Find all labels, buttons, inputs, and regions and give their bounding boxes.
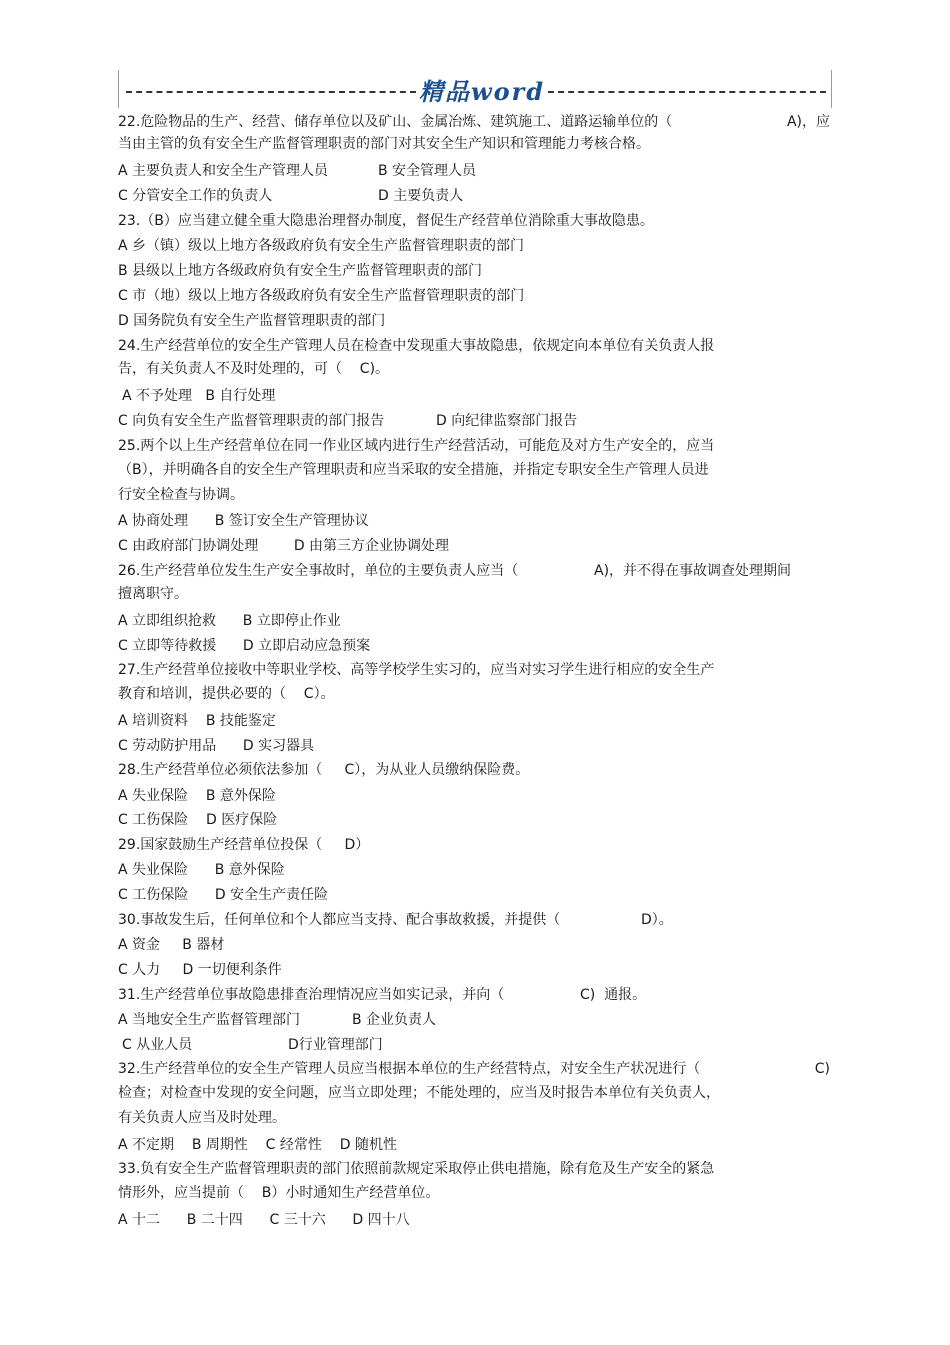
text-line: A 不定期 B 周期性 C 经常性 D 随机性 — [118, 1137, 397, 1153]
text-line: A)，并不得在事故调查处理期间 — [594, 563, 792, 579]
text-line: A 十二 B 二十四 C 三十六 D 四十八 — [118, 1212, 410, 1228]
text-line: C 向负有安全生产监督管理职责的部门报告 — [118, 413, 385, 429]
header-right-rule — [831, 70, 832, 108]
text-line: B 县级以上地方各级政府负有安全生产监督管理职责的部门 — [118, 263, 483, 279]
text-line: A 不予处理 B 自行处理 — [122, 388, 276, 404]
text-line: C 从业人员 — [122, 1037, 193, 1053]
header-title: 精品word — [418, 77, 546, 106]
text-line: 28.生产经营单位必须依法参加（ C），为从业人员缴纳保险费。 — [118, 762, 530, 778]
text-line: B 安全管理人员 — [378, 163, 477, 179]
text-line: C 立即等待救援 D 立即启动应急预案 — [118, 638, 371, 654]
text-line: C 分管安全工作的负责人 — [118, 188, 273, 204]
text-line: A 资金 B 器材 — [118, 937, 225, 953]
text-line: 32.生产经营单位的安全生产管理人员应当根据本单位的生产经营特点，对安全生产状况进行（ — [118, 1061, 701, 1077]
text-line: 25.两个以上生产经营单位在同一作业区域内进行生产经营活动，可能危及对方生产安全的，应当 — [118, 438, 715, 454]
header-dash-right — [548, 91, 826, 93]
text-line: 29.国家鼓励生产经营单位投保（ D） — [118, 837, 370, 853]
text-line: C 劳动防护用品 D 实习器具 — [118, 738, 315, 754]
text-line: A 主要负责人和安全生产管理人员 — [118, 163, 329, 179]
text-line: 情形外，应当提前（ B）小时通知生产经营单位。 — [118, 1185, 440, 1201]
text-line: D 国务院负有安全生产监督管理职责的部门 — [118, 313, 386, 329]
text-line: D 向纪律监察部门报告 — [436, 413, 578, 429]
text-line: C 由政府部门协调处理 D 由第三方企业协调处理 — [118, 538, 450, 554]
text-line: 33.负有安全生产监督管理职责的部门依照前款规定采取停止供电措施，除有危及生产安全的紧急 — [118, 1161, 715, 1177]
text-line: 有关负责人应当及时处理。 — [118, 1110, 286, 1126]
text-line: 擅离职守。 — [118, 586, 188, 602]
text-line: 24.生产经营单位的安全生产管理人员在检查中发现重大事故隐患，依规定向本单位有关负责人报 — [118, 338, 715, 354]
text-line: A 失业保险 B 意外保险 — [118, 788, 276, 804]
text-line: 教育和培训，提供必要的（ C）。 — [118, 686, 335, 702]
text-line: A 当地安全生产监督管理部门 — [118, 1012, 301, 1028]
text-line: 30.事故发生后，任何单位和个人都应当支持、配合事故救援，并提供（ — [118, 912, 561, 928]
text-line: D行业管理部门 — [288, 1037, 383, 1053]
answer-fragment: A)，应 — [786, 114, 830, 130]
text-line: 当由主管的负有安全生产监督管理职责的部门对其安全生产知识和管理能力考核合格。 — [118, 136, 650, 152]
header-dash-left — [126, 91, 416, 93]
text-line: C) 通报。 — [580, 987, 647, 1003]
text-line: B 企业负责人 — [352, 1012, 437, 1028]
text-line: D）。 — [641, 912, 673, 928]
text-line: C 工伤保险 D 安全生产责任险 — [118, 887, 329, 903]
text-line: 行安全检查与协调。 — [118, 487, 244, 503]
text-line: C 市（地）级以上地方各级政府负有安全生产监督管理职责的部门 — [118, 288, 525, 304]
text-line: 31.生产经营单位事故隐患排查治理情况应当如实记录，并向（ — [118, 987, 505, 1003]
text-line: A 立即组织抢救 B 立即停止作业 — [118, 613, 341, 629]
text-line: 22.危险物品的生产、经营、储存单位以及矿山、金属冶炼、建筑施工、道路运输单位的（ — [118, 114, 673, 130]
text-line: 告，有关负责人不及时处理的，可（ C)。 — [118, 361, 390, 377]
text-line: C 人力 D 一切便利条件 — [118, 962, 282, 978]
text-line: A 失业保险 B 意外保险 — [118, 862, 285, 878]
text-line: 26.生产经营单位发生生产安全事故时，单位的主要负责人应当（ — [118, 563, 519, 579]
text-line: C 工伤保险 D 医疗保险 — [118, 812, 278, 828]
text-line: A 协商处理 B 签订安全生产管理协议 — [118, 513, 369, 529]
text-line: A 培训资料 B 技能鉴定 — [118, 713, 276, 729]
text-line: 27.生产经营单位接收中等职业学校、高等学校学生实习的，应当对实习学生进行相应的安全生产 — [118, 662, 715, 678]
header-left-rule — [118, 70, 119, 108]
text-line: 23.（B）应当建立健全重大隐患治理督办制度，督促生产经营单位消除重大事故隐患。 — [118, 213, 654, 229]
page-header — [118, 70, 832, 108]
text-line: 检查；对检查中发现的安全问题，应当立即处理；不能处理的，应当及时报告本单位有关负责人， — [118, 1085, 720, 1101]
text-line: （B），并明确各自的安全生产管理职责和应当采取的安全措施，并指定专职安全生产管理人员进 — [118, 462, 709, 478]
text-line: D 主要负责人 — [378, 188, 464, 204]
text-line: A 乡（镇）级以上地方各级政府负有安全生产监督管理职责的部门 — [118, 238, 525, 254]
answer-fragment: C) — [814, 1061, 830, 1077]
